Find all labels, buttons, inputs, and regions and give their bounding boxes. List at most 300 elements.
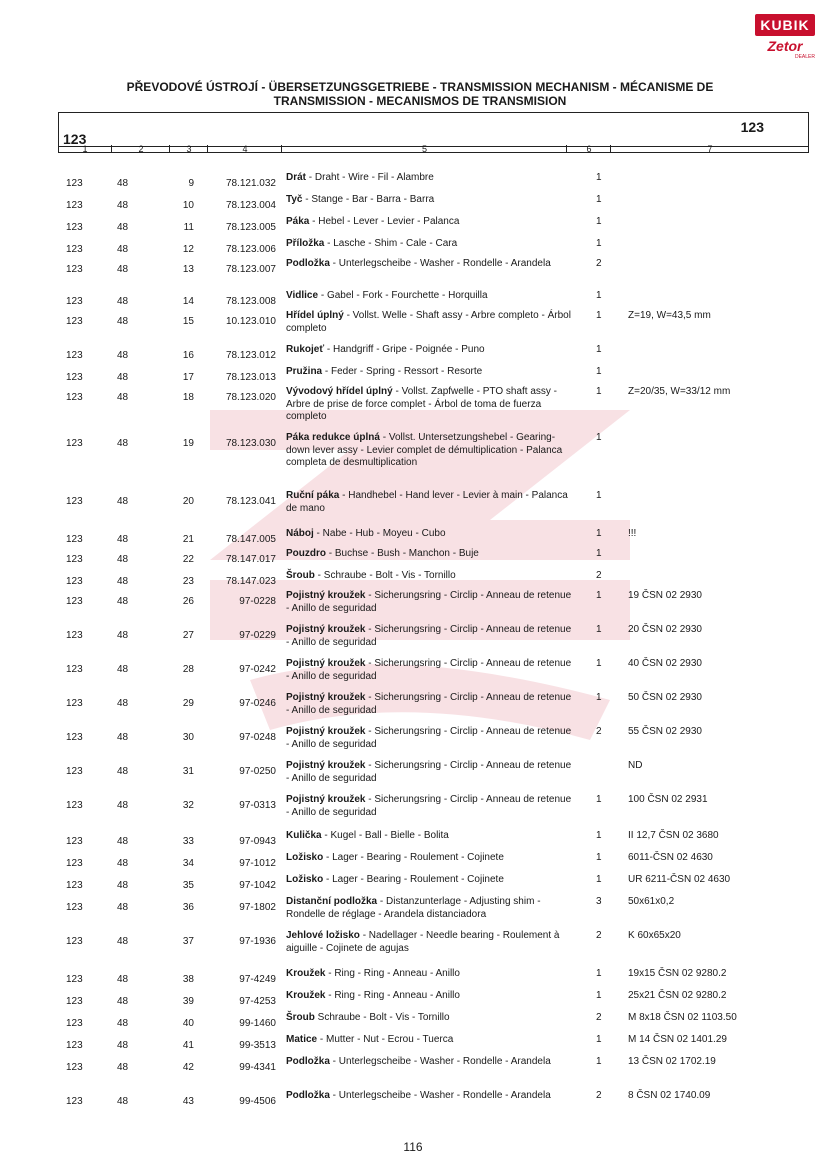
part-name: Pojistný kroužek bbox=[286, 692, 366, 703]
cell-quantity: 1 bbox=[596, 968, 602, 979]
cell-group: 123 bbox=[66, 836, 83, 847]
cell-note: 40 ČSN 02 2930 bbox=[628, 658, 702, 669]
column-header-3: 3 bbox=[169, 145, 208, 153]
part-translations: - Handgriff - Gripe - Poignée - Puno bbox=[324, 344, 485, 355]
cell-description bbox=[286, 624, 576, 649]
cell-subgroup: 48 bbox=[117, 1040, 129, 1051]
cell-position: 11 bbox=[183, 222, 194, 233]
cell-part-number: 97-0943 bbox=[239, 836, 276, 847]
part-name: Náboj bbox=[286, 528, 314, 539]
part-translations: - Buchse - Bush - Manchon - Buje bbox=[326, 548, 479, 559]
part-name: Hřídel úplný bbox=[286, 310, 344, 321]
part-translations: - Nadellager - Needle bearing - Roulement à aiguille - Cojinete de agujas bbox=[286, 930, 560, 954]
column-header-7: 7 bbox=[610, 145, 809, 153]
cell-group: 123 bbox=[66, 264, 83, 275]
cell-subgroup: 48 bbox=[117, 496, 129, 507]
cell-quantity: 1 bbox=[596, 216, 602, 227]
column-header-1: 1 bbox=[82, 144, 88, 154]
part-translations: - Sicherungsring - Circlip - Anneau de retenue - Anillo de seguridad bbox=[286, 658, 572, 682]
part-name: Ložisko bbox=[286, 852, 324, 863]
cell-subgroup: 48 bbox=[117, 576, 129, 587]
cell-quantity: 1 bbox=[596, 194, 602, 205]
part-translations: - Unterlegscheibe - Washer - Rondelle - Arandela bbox=[329, 258, 551, 269]
cell-subgroup: 48 bbox=[117, 244, 129, 255]
cell-description bbox=[286, 658, 576, 683]
cell-subgroup: 48 bbox=[117, 1096, 129, 1107]
cell-position: 33 bbox=[182, 836, 194, 847]
cell-description bbox=[286, 432, 576, 470]
cell-position: 39 bbox=[182, 996, 194, 1007]
cell-position: 16 bbox=[182, 350, 194, 361]
cell-position: 42 bbox=[182, 1062, 194, 1073]
part-translations: - Nabe - Hub - Moyeu - Cubo bbox=[313, 528, 446, 539]
cell-group: 123 bbox=[66, 496, 83, 507]
cell-subgroup: 48 bbox=[117, 902, 129, 913]
cell-subgroup: 48 bbox=[117, 858, 129, 869]
part-translations: - Feder - Spring - Ressort - Resorte bbox=[322, 366, 483, 377]
cell-note: 19x15 ČSN 02 9280.2 bbox=[628, 968, 727, 979]
cell-quantity: 2 bbox=[596, 1012, 602, 1023]
cell-quantity: 2 bbox=[596, 1090, 602, 1101]
cell-position: 27 bbox=[182, 630, 194, 641]
part-name: Pojistný kroužek bbox=[286, 794, 366, 805]
group-number-right: 123 bbox=[740, 119, 764, 135]
cell-note: 13 ČSN 02 1702.19 bbox=[628, 1056, 716, 1067]
cell-group: 123 bbox=[66, 576, 83, 587]
cell-subgroup: 48 bbox=[117, 974, 129, 985]
part-translations: - Draht - Wire - Fil - Alambre bbox=[306, 172, 434, 183]
part-translations: - Mutter - Nut - Ecrou - Tuerca bbox=[317, 1034, 454, 1045]
cell-quantity: 2 bbox=[596, 258, 602, 269]
cell-part-number: 78.121.032 bbox=[225, 178, 276, 189]
cell-group: 123 bbox=[66, 392, 83, 403]
cell-description bbox=[286, 172, 576, 185]
cell-subgroup: 48 bbox=[117, 438, 129, 449]
cell-group: 123 bbox=[66, 296, 83, 307]
cell-position: 28 bbox=[182, 664, 194, 675]
part-name: Šroub bbox=[286, 570, 315, 581]
part-name: Šroub bbox=[286, 1012, 315, 1023]
part-translations: - Unterlegscheibe - Washer - Rondelle - Arandela bbox=[329, 1056, 551, 1067]
cell-note: 50 ČSN 02 2930 bbox=[628, 692, 702, 703]
cell-group: 123 bbox=[66, 244, 83, 255]
part-name: Distanční podložka bbox=[286, 896, 378, 907]
cell-part-number: 78.123.012 bbox=[225, 350, 276, 361]
cell-part-number: 78.123.006 bbox=[225, 244, 276, 255]
cell-note: M 8x18 ČSN 02 1103.50 bbox=[628, 1012, 737, 1023]
cell-group: 123 bbox=[66, 596, 83, 607]
part-translations: - Hebel - Lever - Levier - Palanca bbox=[309, 216, 460, 227]
cell-description bbox=[286, 310, 576, 335]
cell-position: 43 bbox=[182, 1096, 194, 1107]
cell-group: 123 bbox=[66, 1018, 83, 1029]
cell-position: 37 bbox=[182, 936, 194, 947]
part-name: Příložka bbox=[286, 238, 325, 249]
cell-group: 123 bbox=[66, 936, 83, 947]
cell-group: 123 bbox=[66, 350, 83, 361]
part-translations: - Schraube - Bolt - Vis - Tornillo bbox=[314, 570, 456, 581]
part-name: Rukojeť bbox=[286, 344, 325, 355]
part-name: Podložka bbox=[286, 258, 330, 269]
cell-group: 123 bbox=[66, 534, 83, 545]
cell-description bbox=[286, 570, 576, 583]
cell-subgroup: 48 bbox=[117, 596, 129, 607]
cell-quantity: 1 bbox=[596, 1034, 602, 1045]
cell-group: 123 bbox=[66, 766, 83, 777]
cell-subgroup: 48 bbox=[117, 264, 129, 275]
cell-note: !!! bbox=[628, 528, 637, 539]
part-name: Drát bbox=[286, 172, 307, 183]
cell-description bbox=[286, 794, 576, 819]
cell-subgroup: 48 bbox=[117, 630, 129, 641]
cell-description bbox=[286, 386, 576, 424]
cell-note: II 12,7 ČSN 02 3680 bbox=[628, 830, 719, 841]
part-translations: - Distanzunterlage - Adjusting shim - Rondelle de réglage - Arandela distanciadora bbox=[286, 896, 541, 920]
cell-subgroup: 48 bbox=[117, 296, 129, 307]
cell-position: 34 bbox=[182, 858, 194, 869]
cell-group: 123 bbox=[66, 1040, 83, 1051]
cell-subgroup: 48 bbox=[117, 936, 129, 947]
cell-position: 40 bbox=[182, 1018, 194, 1029]
cell-description bbox=[286, 1056, 576, 1069]
cell-part-number: 78.147.017 bbox=[225, 554, 276, 565]
cell-subgroup: 48 bbox=[117, 178, 129, 189]
cell-quantity: 1 bbox=[596, 990, 602, 1001]
cell-description bbox=[286, 548, 576, 561]
cell-group: 123 bbox=[66, 698, 83, 709]
cell-description bbox=[286, 692, 576, 717]
part-translations: - Ring - Ring - Anneau - Anillo bbox=[325, 968, 460, 979]
cell-part-number: 78.123.030 bbox=[225, 438, 276, 449]
cell-description bbox=[286, 874, 576, 887]
part-name: Pojistný kroužek bbox=[286, 590, 366, 601]
cell-subgroup: 48 bbox=[117, 350, 129, 361]
cell-quantity: 1 bbox=[596, 852, 602, 863]
cell-quantity: 1 bbox=[596, 590, 602, 601]
column-header-5: 5 bbox=[281, 145, 567, 153]
cell-part-number: 78.123.004 bbox=[225, 200, 276, 211]
cell-quantity: 1 bbox=[596, 310, 602, 321]
cell-position: 38 bbox=[182, 974, 194, 985]
cell-note: 100 ČSN 02 2931 bbox=[628, 794, 708, 805]
cell-quantity: 1 bbox=[596, 386, 602, 397]
cell-part-number: 97-0313 bbox=[239, 800, 276, 811]
part-name: Ložisko bbox=[286, 874, 324, 885]
cell-description bbox=[286, 290, 576, 303]
cell-description bbox=[286, 726, 576, 751]
cell-position: 26 bbox=[182, 596, 194, 607]
cell-description bbox=[286, 990, 576, 1003]
cell-quantity: 1 bbox=[596, 238, 602, 249]
cell-part-number: 97-0228 bbox=[239, 596, 276, 607]
cell-part-number: 97-0242 bbox=[239, 664, 276, 675]
cell-description bbox=[286, 930, 576, 955]
cell-description bbox=[286, 216, 576, 229]
cell-note: Z=20/35, W=33/12 mm bbox=[628, 386, 731, 397]
cell-subgroup: 48 bbox=[117, 698, 129, 709]
part-name: Páka bbox=[286, 216, 310, 227]
cell-subgroup: 48 bbox=[117, 836, 129, 847]
cell-part-number: 99-4341 bbox=[239, 1062, 276, 1073]
cell-position: 31 bbox=[182, 766, 194, 777]
cell-position: 19 bbox=[182, 438, 194, 449]
column-header-2: 2 bbox=[111, 145, 170, 153]
cell-part-number: 99-3513 bbox=[239, 1040, 276, 1051]
part-translations: - Lager - Bearing - Roulement - Cojinete bbox=[323, 852, 504, 863]
part-name: Kroužek bbox=[286, 968, 326, 979]
part-translations: - Kugel - Ball - Bielle - Bolita bbox=[321, 830, 449, 841]
cell-subgroup: 48 bbox=[117, 800, 129, 811]
cell-quantity: 2 bbox=[596, 726, 602, 737]
cell-description bbox=[286, 344, 576, 357]
cell-description bbox=[286, 528, 576, 541]
cell-note: 20 ČSN 02 2930 bbox=[628, 624, 702, 635]
cell-part-number: 10.123.010 bbox=[225, 316, 276, 327]
cell-position: 30 bbox=[182, 732, 194, 743]
cell-subgroup: 48 bbox=[117, 372, 129, 383]
part-name: Ruční páka bbox=[286, 490, 340, 501]
cell-position: 36 bbox=[182, 902, 194, 913]
part-name: Pojistný kroužek bbox=[286, 760, 366, 771]
cell-quantity: 1 bbox=[596, 794, 602, 805]
cell-subgroup: 48 bbox=[117, 732, 129, 743]
part-name: Pouzdro bbox=[286, 548, 326, 559]
cell-group: 123 bbox=[66, 902, 83, 913]
cell-note: 50x61x0,2 bbox=[628, 896, 675, 907]
cell-part-number: 97-1802 bbox=[239, 902, 276, 913]
part-name: Podložka bbox=[286, 1056, 330, 1067]
part-translations: - Unterlegscheibe - Washer - Rondelle - Arandela bbox=[329, 1090, 551, 1101]
cell-position: 21 bbox=[182, 534, 194, 545]
part-name: Pojistný kroužek bbox=[286, 726, 366, 737]
cell-description bbox=[286, 238, 576, 251]
part-name: Páka redukce úplná bbox=[286, 432, 380, 443]
cell-subgroup: 48 bbox=[117, 664, 129, 675]
cell-quantity: 1 bbox=[596, 548, 602, 559]
part-name: Kroužek bbox=[286, 990, 326, 1001]
cell-group: 123 bbox=[66, 554, 83, 565]
part-name: Pojistný kroužek bbox=[286, 624, 366, 635]
part-name: Vývodový hřídel úplný bbox=[286, 386, 393, 397]
cell-quantity: 1 bbox=[596, 290, 602, 301]
cell-quantity: 1 bbox=[596, 830, 602, 841]
part-name: Pružina bbox=[286, 366, 323, 377]
cell-subgroup: 48 bbox=[117, 880, 129, 891]
page-title: PŘEVODOVÉ ÚSTROJÍ - ÜBERSETZUNGSGETRIEBE - TRANSMISSION MECHANISM - MÉCANISME DE TRANSMISSION - MECANISMOS DE TRANSMISION bbox=[126, 80, 714, 108]
cell-description bbox=[286, 1090, 576, 1103]
column-header-6: 6 bbox=[566, 145, 611, 153]
cell-part-number: 97-0250 bbox=[239, 766, 276, 777]
cell-group: 123 bbox=[66, 1096, 83, 1107]
part-name: Matice bbox=[286, 1034, 318, 1045]
part-translations: - Sicherungsring - Circlip - Anneau de retenue - Anillo de seguridad bbox=[286, 590, 572, 614]
cell-position: 17 bbox=[182, 372, 194, 383]
cell-position: 23 bbox=[182, 576, 194, 587]
part-name: Vidlice bbox=[286, 290, 319, 301]
cell-part-number: 97-0246 bbox=[239, 698, 276, 709]
cell-description bbox=[286, 1012, 576, 1025]
cell-description bbox=[286, 194, 576, 207]
cell-part-number: 97-4249 bbox=[239, 974, 276, 985]
cell-part-number: 78.123.041 bbox=[225, 496, 276, 507]
cell-position: 41 bbox=[182, 1040, 194, 1051]
cell-note: ND bbox=[628, 760, 643, 771]
part-translations: - Sicherungsring - Circlip - Anneau de retenue - Anillo de seguridad bbox=[286, 726, 572, 750]
cell-group: 123 bbox=[66, 1062, 83, 1073]
part-translations: - Handhebel - Hand lever - Levier à main - Palanca de mano bbox=[286, 490, 568, 514]
cell-description bbox=[286, 490, 576, 515]
cell-position: 20 bbox=[182, 496, 194, 507]
cell-description bbox=[286, 896, 576, 921]
cell-note: 6011-ČSN 02 4630 bbox=[628, 852, 713, 863]
cell-part-number: 78.123.013 bbox=[225, 372, 276, 383]
cell-quantity: 3 bbox=[596, 896, 602, 907]
page-number: 116 bbox=[403, 1140, 423, 1154]
cell-subgroup: 48 bbox=[117, 222, 129, 233]
cell-part-number: 78.123.007 bbox=[225, 264, 276, 275]
part-translations: - Ring - Ring - Anneau - Anillo bbox=[325, 990, 460, 1001]
cell-position: 35 bbox=[182, 880, 194, 891]
cell-note: M 14 ČSN 02 1401.29 bbox=[628, 1034, 727, 1045]
cell-subgroup: 48 bbox=[117, 1018, 129, 1029]
cell-position: 22 bbox=[182, 554, 194, 565]
cell-group: 123 bbox=[66, 732, 83, 743]
cell-part-number: 97-1042 bbox=[239, 880, 276, 891]
cell-part-number: 78.123.008 bbox=[225, 296, 276, 307]
cell-part-number: 97-1012 bbox=[239, 858, 276, 869]
part-translations: - Gabel - Fork - Fourchette - Horquilla bbox=[318, 290, 488, 301]
cell-quantity: 1 bbox=[596, 432, 602, 443]
cell-quantity: 1 bbox=[596, 692, 602, 703]
cell-quantity: 1 bbox=[596, 624, 602, 635]
part-name: Jehlové ložisko bbox=[286, 930, 360, 941]
logo-kubik-text: KUBIK bbox=[755, 14, 815, 36]
cell-note: 55 ČSN 02 2930 bbox=[628, 726, 702, 737]
cell-part-number: 97-0248 bbox=[239, 732, 276, 743]
cell-position: 10 bbox=[182, 200, 194, 211]
cell-part-number: 78.123.005 bbox=[225, 222, 276, 233]
group-number-left: 123 bbox=[63, 131, 87, 147]
cell-part-number: 78.147.005 bbox=[225, 534, 276, 545]
cell-part-number: 78.123.020 bbox=[225, 392, 276, 403]
cell-part-number: 99-4506 bbox=[239, 1096, 276, 1107]
cell-part-number: 99-1460 bbox=[239, 1018, 276, 1029]
part-translations: - Sicherungsring - Circlip - Anneau de retenue - Anillo de seguridad bbox=[286, 692, 572, 716]
cell-subgroup: 48 bbox=[117, 766, 129, 777]
cell-part-number: 78.147.023 bbox=[225, 576, 276, 587]
cell-position: 18 bbox=[182, 392, 194, 403]
cell-subgroup: 48 bbox=[117, 200, 129, 211]
cell-part-number: 97-4253 bbox=[239, 996, 276, 1007]
cell-position: 15 bbox=[182, 316, 194, 327]
cell-quantity: 1 bbox=[596, 490, 602, 501]
cell-note: 8 ČSN 02 1740.09 bbox=[628, 1090, 711, 1101]
cell-position: 13 bbox=[182, 264, 194, 275]
column-number-row bbox=[59, 146, 808, 154]
cell-position: 14 bbox=[182, 296, 194, 307]
cell-description bbox=[286, 968, 576, 981]
part-translations: - Vollst. Welle - Shaft assy - Arbre completo - Árbol completo bbox=[286, 310, 571, 334]
cell-quantity: 1 bbox=[596, 344, 602, 355]
cell-note: 19 ČSN 02 2930 bbox=[628, 590, 702, 601]
cell-group: 123 bbox=[66, 438, 83, 449]
cell-group: 123 bbox=[66, 880, 83, 891]
cell-description bbox=[286, 1034, 576, 1047]
cell-group: 123 bbox=[66, 800, 83, 811]
part-name: Podložka bbox=[286, 1090, 330, 1101]
cell-subgroup: 48 bbox=[117, 316, 129, 327]
cell-group: 123 bbox=[66, 664, 83, 675]
cell-quantity: 1 bbox=[596, 658, 602, 669]
cell-note: K 60x65x20 bbox=[628, 930, 681, 941]
cell-quantity: 1 bbox=[596, 366, 602, 377]
cell-quantity: 2 bbox=[596, 570, 602, 581]
cell-note: UR 6211-ČSN 02 4630 bbox=[628, 874, 731, 885]
cell-description bbox=[286, 590, 576, 615]
part-translations: - Sicherungsring - Circlip - Anneau de retenue - Anillo de seguridad bbox=[286, 794, 572, 818]
cell-quantity: 1 bbox=[596, 528, 602, 539]
part-translations: - Vollst. Zapfwelle - PTO shaft assy - Arbre de prise de force complet - Árbol de toma de fuerza completo bbox=[286, 386, 558, 422]
cell-group: 123 bbox=[66, 858, 83, 869]
part-translations: - Sicherungsring - Circlip - Anneau de retenue - Anillo de seguridad bbox=[286, 760, 572, 784]
cell-position: 12 bbox=[182, 244, 194, 255]
cell-description bbox=[286, 830, 576, 843]
column-header-4: 4 bbox=[207, 145, 282, 153]
cell-subgroup: 48 bbox=[117, 554, 129, 565]
logo-zetor-text: Zetor bbox=[767, 38, 803, 54]
part-translations: - Lasche - Shim - Cale - Cara bbox=[324, 238, 458, 249]
cell-group: 123 bbox=[66, 222, 83, 233]
cell-subgroup: 48 bbox=[117, 534, 129, 545]
cell-group: 123 bbox=[66, 996, 83, 1007]
cell-position: 9 bbox=[188, 178, 194, 189]
logo-dealer-text: DEALER bbox=[794, 54, 815, 60]
cell-group: 123 bbox=[66, 316, 83, 327]
cell-description bbox=[286, 258, 576, 271]
cell-note: 25x21 ČSN 02 9280.2 bbox=[628, 990, 727, 1001]
part-translations: - Stange - Bar - Barra - Barra bbox=[302, 194, 435, 205]
cell-quantity: 1 bbox=[596, 172, 602, 183]
part-name: Kulička bbox=[286, 830, 322, 841]
part-translations: - Vollst. Untersetzungshebel - Gearing-down lever assy - Levier complet de démultiplication - Palanca completa de desmultiplication bbox=[286, 432, 563, 468]
part-translations: - Sicherungsring - Circlip - Anneau de retenue - Anillo de seguridad bbox=[286, 624, 572, 648]
table-header-box bbox=[58, 112, 809, 153]
cell-subgroup: 48 bbox=[117, 392, 129, 403]
cell-description bbox=[286, 760, 576, 785]
cell-position: 29 bbox=[182, 698, 194, 709]
cell-group: 123 bbox=[66, 178, 83, 189]
cell-quantity: 1 bbox=[596, 874, 602, 885]
part-translations: - Lager - Bearing - Roulement - Cojinete bbox=[323, 874, 504, 885]
cell-quantity: 1 bbox=[596, 1056, 602, 1067]
cell-group: 123 bbox=[66, 200, 83, 211]
cell-group: 123 bbox=[66, 372, 83, 383]
cell-part-number: 97-0229 bbox=[239, 630, 276, 641]
cell-group: 123 bbox=[66, 974, 83, 985]
cell-note: Z=19, W=43,5 mm bbox=[628, 310, 711, 321]
cell-subgroup: 48 bbox=[117, 996, 129, 1007]
cell-quantity: 2 bbox=[596, 930, 602, 941]
cell-group: 123 bbox=[66, 630, 83, 641]
part-name: Tyč bbox=[286, 194, 303, 205]
cell-part-number: 97-1936 bbox=[239, 936, 276, 947]
cell-description bbox=[286, 852, 576, 865]
cell-subgroup: 48 bbox=[117, 1062, 129, 1073]
cell-description bbox=[286, 366, 576, 379]
part-name: Pojistný kroužek bbox=[286, 658, 366, 669]
part-translations: Schraube - Bolt - Vis - Tornillo bbox=[314, 1012, 450, 1023]
kubik-zetor-logo bbox=[755, 14, 815, 66]
